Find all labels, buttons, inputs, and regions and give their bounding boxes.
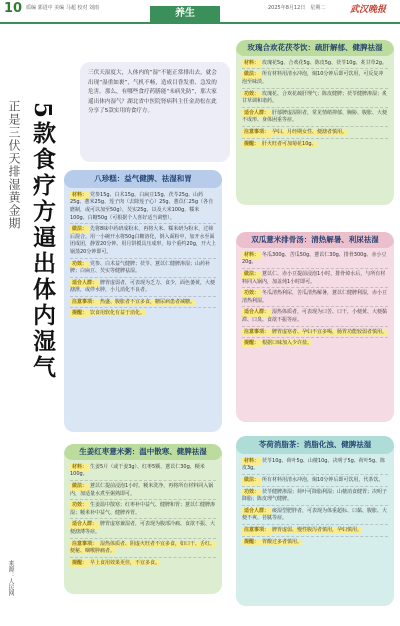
- editor-credits: 质编 郭进中 美编 马超 校对 刘雨: [26, 5, 99, 11]
- card-item: 注意事项： 脾胃虚弱、慢性腹泻者慎用，孕妇慎用。: [242, 525, 388, 537]
- card-item: 功效： 玫瑰花、合欢花疏肝理气；陈皮健脾；茯苓健脾渗湿；炙甘草调和诸药。: [242, 89, 388, 108]
- card-item: 功效： 茯苓健脾渗湿；荷叶可降脂利湿；山楂消食健胃；决明子降脂；陈皮理气健脾。: [242, 487, 388, 506]
- card-item: 适合人群： 湿热体质者，可表现为口苦、口干，小便黄、大便黏滞、口臭、食欲不振等症。: [242, 307, 388, 326]
- recipe-card-ginger-porridge: [64, 444, 222, 594]
- card-title: 苓荷消脂茶：消脂化浊、健脾祛湿: [236, 436, 394, 454]
- card-title: 玫瑰合欢花茯苓饮：疏肝解郁、健脾祛湿: [236, 40, 394, 56]
- card-title: 八珍糕：益气健脾、祛湿和胃: [64, 170, 222, 188]
- card-item: 做法： 薏苡仁提前浸泡1小时，粳米洗净，再将所有材料同入锅内，加适量水煮至粥熟即可。: [70, 481, 216, 500]
- card-item: 做法： 先将8味中药研成粉末，再将大米、糯米研为粉末，过筛后混合。用一小碗开水将50g白糖溶化，倒入面粉中，加开水至面团成团，静置20分钟。用月饼模具压成形，每个重约20g，开大上锅蒸20分钟即可。: [70, 224, 216, 258]
- card-item: 注意事项： 热盛、腹胀者不宜多食，糖尿病患者减糖。: [70, 297, 216, 309]
- card-item: 适合人群： 肝郁脾虚湿阻者，常见情绪抑郁、胸胁、腹胀、大便不成形、身体困重等症。: [242, 108, 388, 127]
- card-title: 生姜红枣薏米粥：温中散寒、健脾祛湿: [64, 444, 222, 460]
- recipe-card-bazhen-cake: [64, 170, 222, 432]
- card-item: 材料： 党参15g、白术15g、白扁豆15g、茯苓25g、山药25g、薏米25g、莲子肉（去除莲子心）25g、薏苡仁25g（各自磨制，或可以加至50g），芡实25g，以及大米100g、糯米100g、白糖50g（可根据个人喜好适当调整）。: [70, 190, 216, 224]
- recipe-card-rose-tea: [236, 40, 394, 205]
- card-item: 注意事项： 湿热体质者、阴虚火旺者不宜多食，如口干、舌红、便秘、咽喉肿痛者。: [70, 539, 216, 558]
- card-item: 做法： 所有材料用清水冲泡，焖10分钟后即可饮用，代茶饮。: [242, 475, 388, 487]
- card-item: 材料： 茯苓10g、荷叶5g、山楂10g、决明子5g、荷叶5g、陈皮3g。: [242, 456, 388, 475]
- card-item: 提醒： 根据口味加入少许盐。: [244, 340, 313, 347]
- card-item: 注意事项： 孕妇、月经期女性、便溏者慎用。: [242, 127, 388, 139]
- card-item: 提醒： 早上食用效果更佳，不宜多食。: [72, 559, 161, 566]
- card-item: 做法： 薏苡仁、赤小豆提前浸泡1小时，排骨焯水后，与所有材料同入锅内，加盖炖1小时即可。: [242, 269, 388, 288]
- card-item: 适合人群： 脾胃虚寒兼湿者，可表现为腹部冷痛、食欲不振、大便溏薄等症。: [70, 519, 216, 538]
- intro-text: 三伏天湿度大，人体内的“湿”不能正常排出去，就会出现“湿重如裹”，气机不畅，造成目昏发重、急发的危害。那么，有哪些食疗药膳能“未病先防”，那大家遥出体内湿气？湖北省中医院肾病科主任金劲松在此分享了5款实用的食疗方。: [88, 70, 217, 115]
- intro-box: [80, 62, 230, 162]
- section-label: 养生: [150, 6, 220, 22]
- issue-date: 2025年8月12日 星期二: [268, 5, 326, 11]
- card-item: 提醒： 肝火旺者可加菊花10g。: [244, 140, 317, 147]
- header-rule: [0, 22, 400, 24]
- recipe-card-melon-soup: [236, 232, 394, 422]
- card-title: 双瓜薏米排骨汤：清热解暑、利尿祛湿: [236, 232, 394, 248]
- card-item: 提醒： 胃酸过多者慎用。: [244, 538, 303, 545]
- card-item: 材料： 玫瑰花5g、合欢花5g、陈皮5g、茯苓10g、炙甘草2g。: [242, 58, 388, 70]
- recipe-card-lotus-tea: [236, 436, 394, 606]
- masthead-logo: 武汉晚报: [350, 5, 387, 15]
- card-item: 功效： 冬瓜清热利尿，苦瓜清热解暑，薏苡仁健脾利湿，赤小豆清热利湿。: [242, 288, 388, 307]
- card-item: 适合人群： 痰湿型肥胖者，可表现为体重超标、口黏、腹胀、大便不爽、苔腻等症。: [242, 506, 388, 525]
- card-item: 材料： 冬瓜300g、苦瓜50g、薏苡仁30g、排骨300g、赤小豆20g。: [242, 250, 388, 269]
- card-item: 材料： 生姜5片（或干姜3g）、红枣5颗、薏苡仁30g、粳米100g。: [70, 462, 216, 481]
- source-note: 来源：人民网: [7, 560, 14, 596]
- card-item: 提醒： 饮食用软化有益于消化。: [72, 310, 146, 317]
- page-headline: 5款食疗方逼出体内湿气: [29, 102, 56, 382]
- card-item: 适合人群： 脾胃虚弱者，可表现为乏力、食少，面色萎黄，大便溏泄，或伴水肿，小儿消化不良者。: [70, 278, 216, 297]
- side-subtitle: 正是三伏天排湿黄金期: [7, 100, 21, 230]
- card-item: 功效： 党参、白术益气健脾；茯苓、薏苡仁健脾渗湿；山药补脾；白扁豆、芡实等健脾祛湿。: [70, 259, 216, 278]
- card-item: 做法： 所有材料用清水冲泡，焖10分钟后即可饮用，可反复冲泡至味淡。: [242, 69, 388, 88]
- card-item: 注意事项： 脾胃虚寒者、孕妇不宜多喝，肠胃功能较弱者慎用。: [242, 327, 388, 339]
- card-item: 功效： 生姜温中散寒；红枣补中益气、健脾和胃；薏苡仁健脾渗湿；粳米补中益气、健脾养胃。: [70, 500, 216, 519]
- page-number: 10: [4, 1, 23, 16]
